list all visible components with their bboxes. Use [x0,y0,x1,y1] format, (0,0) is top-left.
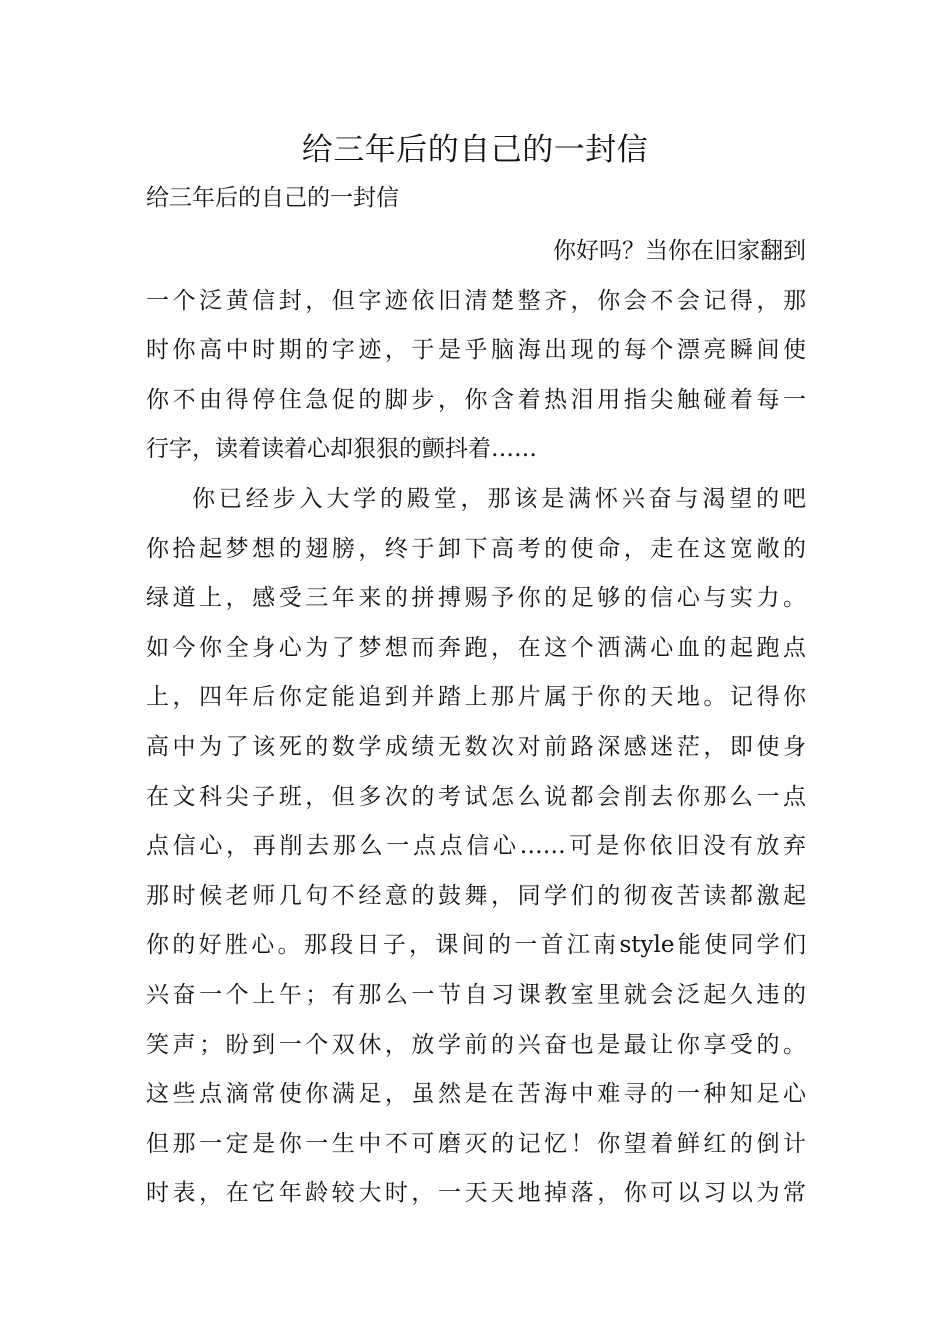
text-line: 这些点滴常使你满足，虽然是在苦海中难寻的一种知足心 [146,1081,806,1108]
text-line: 但那一定是你一生中不可磨灭的记忆！你望着鲜红的倒计 [146,1130,806,1157]
document-title: 给三年后的自己的一封信 [301,132,649,168]
text-line: 时你高中时期的字迹，于是乎脑海出现的每个漂亮瞬间使 [146,337,806,364]
text-line: 笑声；盼到一个双休，放学前的兴奋也是最让你享受的。 [146,1031,806,1058]
text-line: 你的好胜心。那段日子，课间的一首江南style能使同学们 [146,932,806,959]
text-line: 你不由得停住急促的脚步，你含着热泪用指尖触碰着每一 [146,386,806,413]
text-line: 你拾起梦想的翅膀，终于卸下高考的使命，走在这宽敞的 [146,535,806,562]
text-line: 如今你全身心为了梦想而奔跑，在这个洒满心血的起跑点 [146,634,806,661]
text-line: 行字，读着读着心却狠狠的颤抖着…… [146,436,537,463]
text-line: 你已经步入大学的殿堂，那该是满怀兴奋与渴望的吧 [192,485,806,512]
text-line: 那时候老师几句不经意的鼓舞，同学们的彻夜苦读都激起 [146,882,806,909]
text-line: 高中为了该死的数学成绩无数次对前路深感迷茫，即使身 [146,733,806,760]
text-line: 兴奋一个上午；有那么一节自习课教室里就会泛起久违的 [146,981,806,1008]
document-subtitle: 给三年后的自己的一封信 [146,185,399,211]
text-line: 点信心，再削去那么一点点信心……可是你依旧没有放弃 [146,833,806,860]
text-line: 绿道上，感受三年来的拼搏赐予你的足够的信心与实力。 [146,585,806,612]
letter-body [146,227,806,1219]
text-line: 你好吗？当你在旧家翻到 [553,238,806,264]
text-line: 一个泛黄信封，但字迹依旧清楚整齐，你会不会记得，那 [146,287,806,314]
text-line: 上，四年后你定能追到并踏上那片属于你的天地。记得你 [146,684,806,711]
text-line: 在文科尖子班，但多次的考试怎么说都会削去你那么一点 [146,783,806,810]
text-line: 时表，在它年龄较大时，一天天地掉落，你可以习以为常 [146,1180,806,1207]
